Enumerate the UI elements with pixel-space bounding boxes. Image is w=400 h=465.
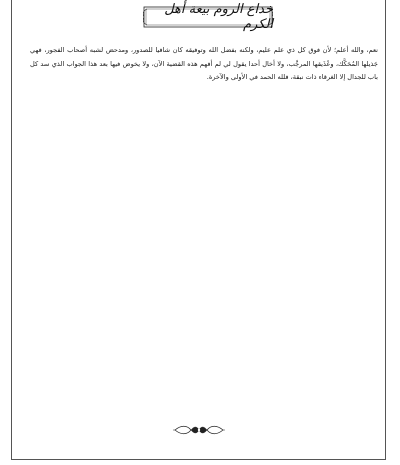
body-paragraph: نعم، والله أعلم؛ لأن فوق كل ذي علم عليم، ولكنه بفضل الله وتوفيقه كان شافيا للصدور، ومدحض لشبه أصحاب الفجور، فهي جَذيلها المُحَكَّك، وعُذَيقها المرجَّب، ولا أخال أحدا يقول لي لم أفهم هذه القضية الآن، ولا يخوض فيها بعد هذا الجواب الذي سد كل باب للجدال إلا الغرقاء ذات نبقة، فلله الحمد في الأولى والآخرة. [30, 46, 378, 81]
body-text [30, 44, 378, 85]
header-title: خداع الروم بيعة أهل الكرم [164, 2, 273, 32]
flourish-icon [173, 424, 225, 436]
footer-flourish-ornament [173, 421, 225, 433]
header-cartouche [143, 4, 273, 30]
